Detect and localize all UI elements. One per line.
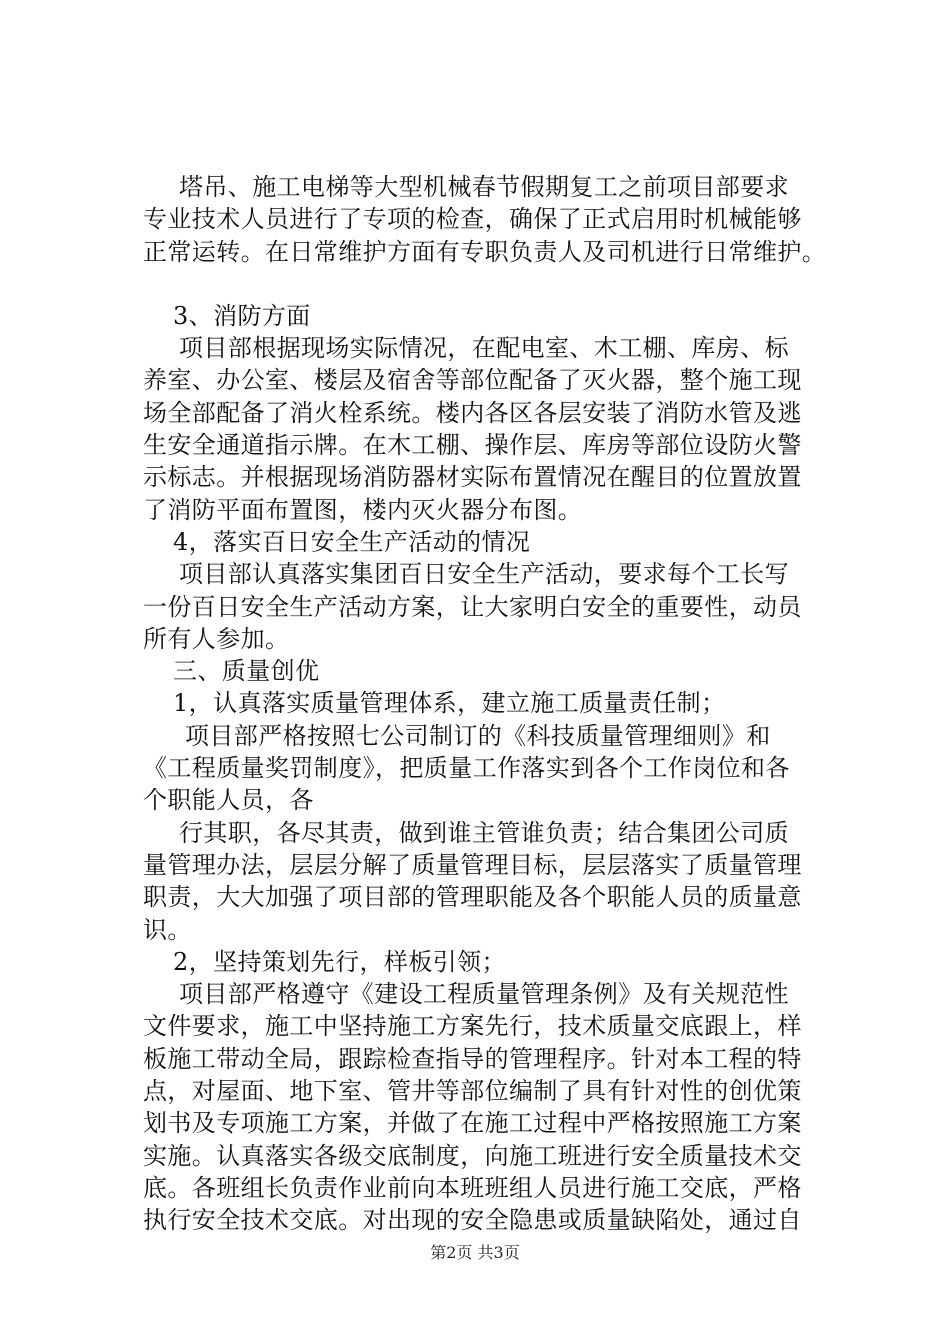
page-footer: 第2页 共3页 bbox=[430, 1243, 520, 1262]
text-line: 实施。认真落实各级交底制度，向施工班进行安全质量技术交 bbox=[143, 1141, 802, 1170]
text-line: 项目部严格遵守《建设工程质量管理条例》及有关规范性 bbox=[179, 980, 789, 1009]
text-line: 了消防平面布置图，楼内灭火器分布图。 bbox=[143, 495, 583, 524]
text-line: 示标志。并根据现场消防器材实际布置情况在醒目的位置放置 bbox=[143, 463, 802, 492]
paragraph-gap bbox=[143, 268, 843, 300]
text-line: 项目部严格按照七公司制订的《科技质量管理细则》和 bbox=[185, 721, 771, 750]
text-line: 《工程质量奖罚制度》，把质量工作落实到各个工作岗位和各 bbox=[143, 754, 790, 783]
document-body bbox=[143, 171, 843, 1237]
text-line: 项目部认真落实集团百日安全生产活动，要求每个工长写 bbox=[179, 560, 789, 589]
text-line: 板施工带动全局，跟踪检查指导的管理程序。针对本工程的特 bbox=[143, 1044, 802, 1073]
section-heading: 2，坚持策划先行，样板引领； bbox=[173, 947, 506, 976]
text-line: 塔吊、施工电梯等大型机械春节假期复工之前项目部要求 bbox=[179, 173, 789, 201]
text-line: 点，对屋面、地下室、管井等部位编制了具有针对性的创优策 bbox=[143, 1077, 802, 1106]
section-heading: 1，认真落实质量管理体系，建立施工质量责任制； bbox=[173, 689, 726, 718]
text-line: 执行安全技术交底。对出现的安全隐患或质量缺陷处，通过自 bbox=[143, 1206, 802, 1235]
text-line: 划书及专项施工方案，并做了在施工过程中严格按照施工方案 bbox=[143, 1109, 802, 1138]
text-line: 个职能人员，各 bbox=[143, 786, 314, 815]
text-line: 识。 bbox=[143, 915, 192, 944]
text-line: 量管理办法，层层分解了质量管理目标，层层落实了质量管理 bbox=[143, 850, 802, 879]
text-line: 一份百日安全生产活动方案，让大家明白安全的重要性，动员 bbox=[143, 592, 802, 621]
text-line: 底。各班组长负责作业前向本班班组人员进行施工交底，严格 bbox=[143, 1173, 802, 1202]
text-line: 场全部配备了消火栓系统。楼内各区各层安装了消防水管及逃 bbox=[143, 398, 802, 427]
text-line: 生安全通道指示牌。在木工棚、操作层、库房等部位设防火警 bbox=[143, 431, 802, 460]
text-line: 项目部根据现场实际情况，在配电室、木工棚、库房、标 bbox=[179, 334, 789, 363]
section-heading: 3、消防方面 bbox=[173, 301, 311, 330]
text-line: 正常运转。在日常维护方面有专职负责人及司机进行日常维护。 bbox=[143, 237, 827, 266]
text-line: 职责，大大加强了项目部的管理职能及各个职能人员的质量意 bbox=[143, 883, 802, 912]
section-heading: 4，落实百日安全生产活动的情况 bbox=[173, 527, 531, 556]
text-line: 养室、办公室、楼层及宿舍等部位配备了灭火器，整个施工现 bbox=[143, 366, 802, 395]
chapter-heading: 三、质量创优 bbox=[173, 657, 320, 686]
text-line: 专业技术人员进行了专项的检查，确保了正式启用时机械能够 bbox=[143, 205, 802, 234]
text-line: 所有人参加。 bbox=[143, 624, 290, 653]
text-line: 行其职，各尽其责，做到谁主管谁负责；结合集团公司质 bbox=[179, 818, 789, 847]
text-line: 文件要求，施工中坚持施工方案先行，技术质量交底跟上，样 bbox=[143, 1012, 802, 1041]
